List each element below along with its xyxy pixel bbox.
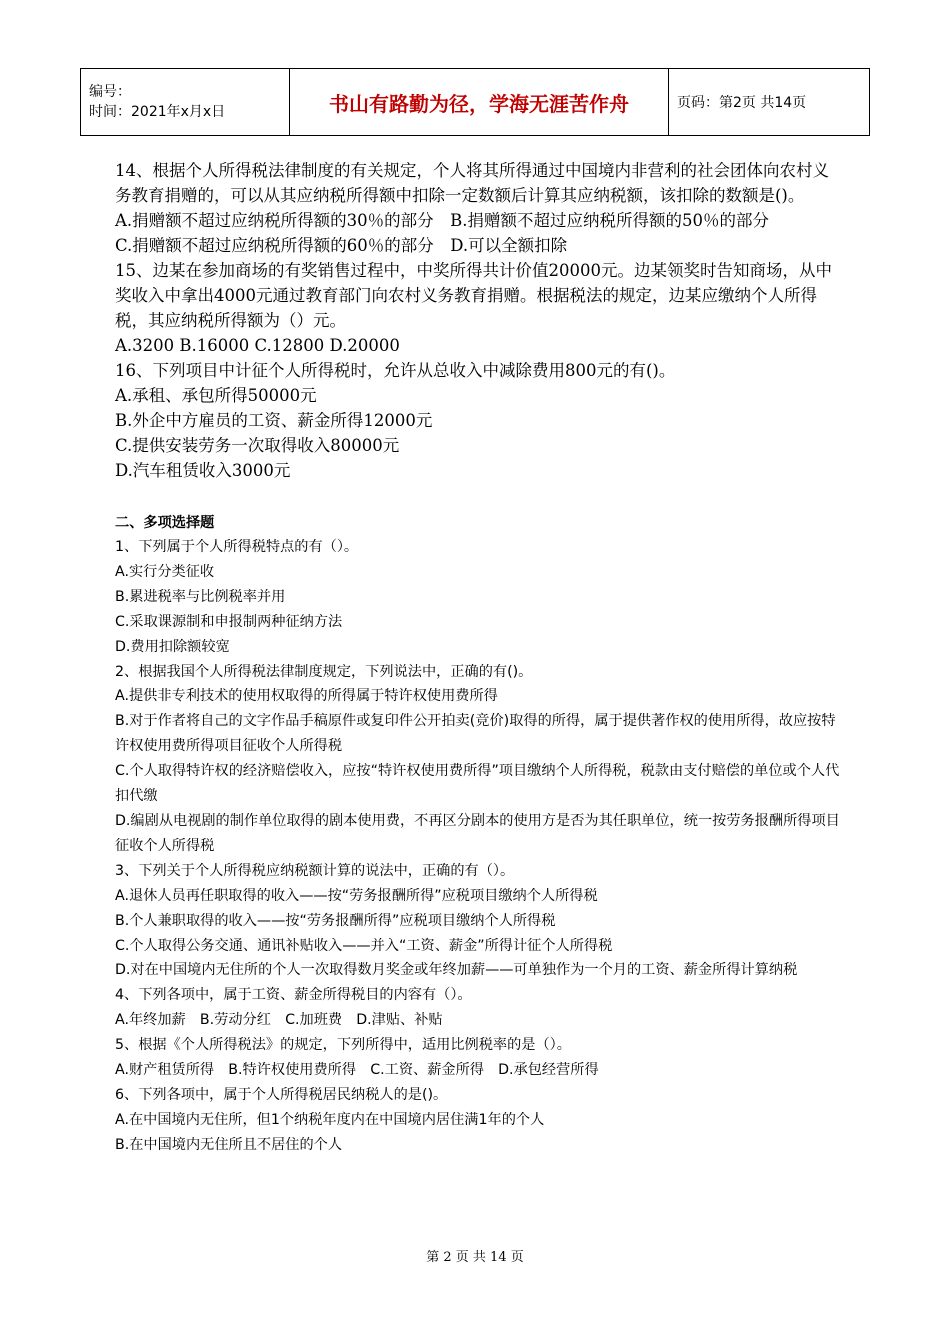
option-line: D.编剧从电视剧的制作单位取得的剧本使用费，不再区分剧本的使用方是否为其任职单位，统一按劳务报酬所得项目征收个人所得税 <box>115 812 840 854</box>
option-line: A.实行分类征收 <box>115 563 215 580</box>
option-line: B.在中国境内无住所且不居住的个人 <box>115 1136 343 1153</box>
section-title: 二、多项选择题 <box>115 515 215 531</box>
question-text: 6、下列各项中，属于个人所得税居民纳税人的是()。 <box>115 1086 448 1103</box>
document-body <box>115 158 840 1158</box>
option-line: B.外企中方雇员的工资、薪金所得12000元 <box>115 411 433 430</box>
question-text: 4、下列各项中，属于工资、薪金所得税目的内容有（）。 <box>115 987 472 1004</box>
option-line: D.费用扣除额较宽 <box>115 638 230 655</box>
option-line: B.对于作者将自己的文字作品手稿原件或复印件公开拍卖(竞价)取得的所得，属于提供著作权的使用所得，故应按特许权使用费所得项目征收个人所得税 <box>115 713 836 755</box>
option-line: A.在中国境内无住所，但1个纳税年度内在中国境内居住满1年的个人 <box>115 1111 545 1128</box>
question-text: 2、根据我国个人所得税法律制度规定，下列说法中，正确的有()。 <box>115 663 533 680</box>
header-meta-cell <box>81 69 290 136</box>
option-line: A.财产租赁所得 B.特许权使用费所得 C.工资、薪金所得 D.承包经营所得 <box>115 1062 599 1079</box>
motto: 书山有路勤为径，学海无涯苦作舟 <box>290 69 669 136</box>
option-line: D.对在中国境内无住所的个人一次取得数月奖金或年终加薪——可单独作为一个月的工资、薪金所得计算纳税 <box>115 962 798 979</box>
header-table <box>80 68 870 136</box>
question-text: 15、边某在参加商场的有奖销售过程中，中奖所得共计价值20000元。边某领奖时告知商场，从中奖收入中拿出4000元通过教育部门向农村义务教育捐赠。根据税法的规定，边某应缴纳个人所得税，其应纳税所得额为（）元。 <box>115 261 832 330</box>
option-line: C.个人取得特许权的经济赔偿收入，应按“特许权使用费所得”项目缴纳个人所得税，税款由支付赔偿的单位或个人代扣代缴 <box>115 763 840 805</box>
page-footer: 第 2 页 共 14 页 <box>426 1250 524 1265</box>
option-line: A.承租、承包所得50000元 <box>115 386 317 405</box>
option-line: A.退休人员再任职取得的收入——按“劳务报酬所得”应税项目缴纳个人所得税 <box>115 887 598 904</box>
option-line: C.提供安装劳务一次取得收入80000元 <box>115 436 400 455</box>
option-line: B.累进税率与比例税率并用 <box>115 588 286 605</box>
option-line: A.3200 B.16000 C.12800 D.20000 <box>115 336 400 355</box>
time-label: 时间：2021年x月x日 <box>89 104 226 120</box>
question-text: 14、根据个人所得税法律制度的有关规定，个人将其所得通过中国境内非营利的社会团体向农村义务教育捐赠的，可以从其应纳税所得额中扣除一定数额后计算其应纳税额，该扣除的数额是()。 <box>115 161 829 205</box>
page-info: 页码：第2页 共14页 <box>669 69 870 136</box>
option-line: A.年终加薪 B.劳动分红 C.加班费 D.津贴、补贴 <box>115 1012 443 1029</box>
question-text: 1、下列属于个人所得税特点的有（）。 <box>115 539 359 555</box>
question-text: 16、下列项目中计征个人所得税时，允许从总收入中减除费用800元的有()。 <box>115 361 676 380</box>
option-line: A.捐赠额不超过应纳税所得额的30％的部分 B.捐赠额不超过应纳税所得额的50％的部分 <box>115 211 770 230</box>
option-line: D.汽车租赁收入3000元 <box>115 461 291 480</box>
option-line: C.个人取得公务交通、通讯补贴收入——并入“工资、薪金”所得计征个人所得税 <box>115 937 613 954</box>
option-line: C.捐赠额不超过应纳税所得额的60％的部分 D.可以全额扣除 <box>115 236 568 255</box>
multi-choice-section <box>115 535 840 1158</box>
serial-label: 编号： <box>89 84 131 100</box>
option-line: B.个人兼职取得的收入——按“劳务报酬所得”应税项目缴纳个人所得税 <box>115 912 556 929</box>
single-choice-section <box>115 158 840 483</box>
question-text: 5、根据《个人所得税法》的规定，下列所得中，适用比例税率的是（）。 <box>115 1037 571 1054</box>
option-line: C.采取课源制和申报制两种征纳方法 <box>115 613 343 630</box>
question-text: 3、下列关于个人所得税应纳税额计算的说法中，正确的有（）。 <box>115 862 515 879</box>
option-line: A.提供非专利技术的使用权取得的所得属于特许权使用费所得 <box>115 688 498 705</box>
